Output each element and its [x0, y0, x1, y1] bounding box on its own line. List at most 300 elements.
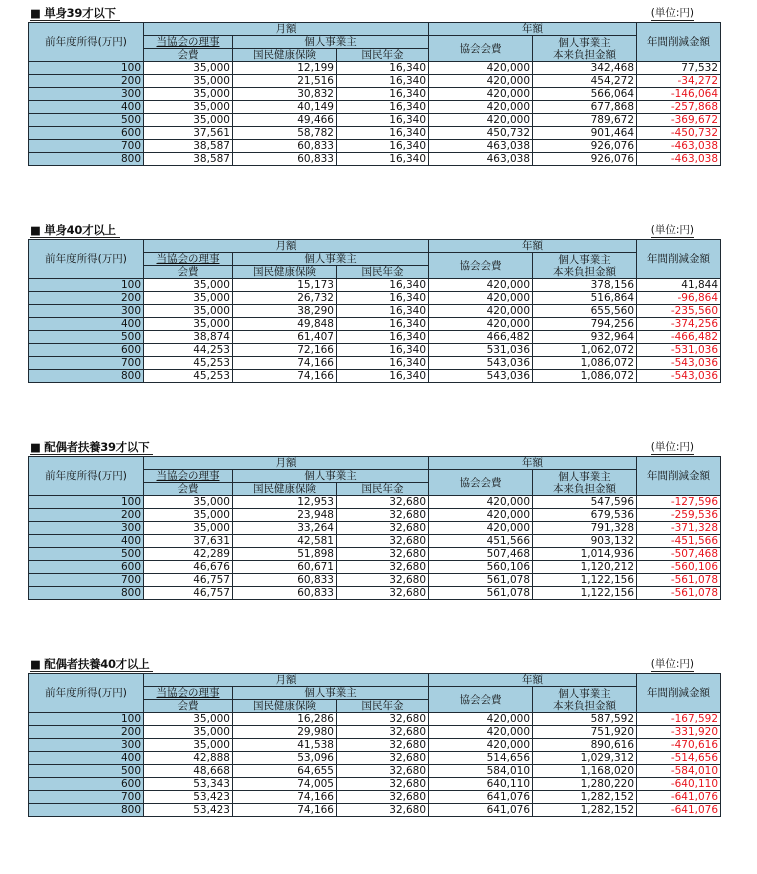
assoc-fee-cell: 38,587 — [144, 140, 233, 153]
burden-cell: 454,272 — [533, 75, 637, 88]
reduction-cell: -34,272 — [637, 75, 721, 88]
table-row — [29, 522, 721, 535]
table-body — [29, 713, 721, 817]
assoc-annual-cell: 420,000 — [429, 62, 533, 75]
income-cell: 100 — [29, 62, 144, 75]
assoc-fee-cell: 35,000 — [144, 713, 233, 726]
monthly-header: 月額 — [144, 240, 429, 253]
annual-header: 年額 — [429, 240, 637, 253]
pension-cell: 16,340 — [337, 153, 429, 166]
assoc-fee-cell: 48,668 — [144, 765, 233, 778]
pension-cell: 16,340 — [337, 292, 429, 305]
pension-cell: 32,680 — [337, 561, 429, 574]
self-employed-header: 個人事業主 — [233, 687, 429, 700]
income-cell: 500 — [29, 114, 144, 127]
table-row — [29, 739, 721, 752]
income-cell: 800 — [29, 153, 144, 166]
pension-cell: 32,680 — [337, 587, 429, 600]
assoc-fee-header-line2: 会費 — [144, 49, 233, 62]
pension-cell: 32,680 — [337, 496, 429, 509]
income-cell: 400 — [29, 101, 144, 114]
assoc-annual-cell: 420,000 — [429, 726, 533, 739]
health-insurance-header: 国民健康保険 — [233, 266, 337, 279]
table-row — [29, 331, 721, 344]
assoc-annual-cell: 531,036 — [429, 344, 533, 357]
assoc-fee-cell: 35,000 — [144, 305, 233, 318]
income-cell: 500 — [29, 331, 144, 344]
burden-cell: 794,256 — [533, 318, 637, 331]
assoc-annual-cell: 420,000 — [429, 509, 533, 522]
reduction-cell: -331,920 — [637, 726, 721, 739]
income-cell: 400 — [29, 752, 144, 765]
health-insurance-header: 国民健康保険 — [233, 483, 337, 496]
pension-cell: 16,340 — [337, 331, 429, 344]
assoc-fee-header-line1: 当協会の理事 — [144, 470, 233, 483]
assoc-fee-cell: 35,000 — [144, 292, 233, 305]
assoc-annual-cell: 420,000 — [429, 88, 533, 101]
reduction-cell: 77,532 — [637, 62, 721, 75]
income-cell: 500 — [29, 548, 144, 561]
assoc-annual-cell: 463,038 — [429, 153, 533, 166]
assoc-annual-cell: 420,000 — [429, 279, 533, 292]
income-cell: 500 — [29, 765, 144, 778]
table-header — [29, 457, 721, 496]
assoc-annual-cell: 543,036 — [429, 370, 533, 383]
pension-cell: 16,340 — [337, 305, 429, 318]
health-insurance-cell: 60,671 — [233, 561, 337, 574]
table-row — [29, 140, 721, 153]
burden-cell: 1,282,152 — [533, 804, 637, 817]
assoc-annual-header: 協会会費 — [429, 36, 533, 62]
pension-cell: 32,680 — [337, 509, 429, 522]
pension-cell: 32,680 — [337, 765, 429, 778]
assoc-fee-header-line1: 当協会の理事 — [144, 36, 233, 49]
income-cell: 200 — [29, 75, 144, 88]
income-cell: 800 — [29, 587, 144, 600]
table-row — [29, 574, 721, 587]
table-row — [29, 127, 721, 140]
burden-cell: 587,592 — [533, 713, 637, 726]
health-insurance-header: 国民健康保険 — [233, 700, 337, 713]
health-insurance-cell: 29,980 — [233, 726, 337, 739]
burden-cell: 926,076 — [533, 140, 637, 153]
pension-header: 国民年金 — [337, 266, 429, 279]
assoc-fee-cell: 35,000 — [144, 75, 233, 88]
assoc-fee-cell: 35,000 — [144, 114, 233, 127]
reduction-cell: -127,596 — [637, 496, 721, 509]
table-row — [29, 305, 721, 318]
unit-label: (単位:円) — [650, 224, 694, 236]
table-row — [29, 726, 721, 739]
pension-cell: 32,680 — [337, 548, 429, 561]
assoc-fee-cell: 53,423 — [144, 804, 233, 817]
health-insurance-cell: 74,166 — [233, 357, 337, 370]
assoc-annual-cell: 641,076 — [429, 804, 533, 817]
table-row — [29, 561, 721, 574]
burden-cell: 1,086,072 — [533, 370, 637, 383]
table-row — [29, 535, 721, 548]
assoc-fee-cell: 46,676 — [144, 561, 233, 574]
pension-header: 国民年金 — [337, 700, 429, 713]
table-row — [29, 587, 721, 600]
pension-cell: 32,680 — [337, 522, 429, 535]
fee-table-section — [28, 440, 719, 657]
reduction-cell: -369,672 — [637, 114, 721, 127]
reduction-cell: -560,106 — [637, 561, 721, 574]
table-header — [29, 240, 721, 279]
income-cell: 100 — [29, 279, 144, 292]
income-cell: 300 — [29, 88, 144, 101]
fee-table-section — [28, 223, 719, 440]
assoc-fee-cell: 38,874 — [144, 331, 233, 344]
income-cell: 700 — [29, 357, 144, 370]
burden-cell: 655,560 — [533, 305, 637, 318]
table-row — [29, 153, 721, 166]
assoc-fee-cell: 35,000 — [144, 726, 233, 739]
reduction-cell: -543,036 — [637, 357, 721, 370]
health-insurance-cell: 74,166 — [233, 791, 337, 804]
assoc-fee-cell: 53,343 — [144, 778, 233, 791]
table-body — [29, 62, 721, 166]
pension-cell: 16,340 — [337, 88, 429, 101]
table-row — [29, 804, 721, 817]
assoc-fee-cell: 35,000 — [144, 279, 233, 292]
table-row — [29, 791, 721, 804]
assoc-annual-cell: 420,000 — [429, 713, 533, 726]
income-cell: 300 — [29, 305, 144, 318]
burden-cell: 901,464 — [533, 127, 637, 140]
section-header — [28, 6, 700, 22]
reduction-header: 年間削減金額 — [637, 457, 721, 496]
health-insurance-cell: 21,516 — [233, 75, 337, 88]
table-row — [29, 318, 721, 331]
assoc-fee-cell: 37,561 — [144, 127, 233, 140]
pension-cell: 32,680 — [337, 739, 429, 752]
health-insurance-cell: 60,833 — [233, 574, 337, 587]
health-insurance-cell: 64,655 — [233, 765, 337, 778]
reduction-cell: 41,844 — [637, 279, 721, 292]
assoc-annual-cell: 451,566 — [429, 535, 533, 548]
assoc-fee-cell: 35,000 — [144, 496, 233, 509]
reduction-cell: -167,592 — [637, 713, 721, 726]
annual-header: 年額 — [429, 457, 637, 470]
health-insurance-cell: 16,286 — [233, 713, 337, 726]
income-cell: 800 — [29, 370, 144, 383]
section-header — [28, 223, 700, 239]
reduction-cell: -450,732 — [637, 127, 721, 140]
health-insurance-cell: 61,407 — [233, 331, 337, 344]
table-header — [29, 674, 721, 713]
assoc-fee-header-line2: 会費 — [144, 700, 233, 713]
assoc-fee-cell: 35,000 — [144, 318, 233, 331]
assoc-annual-cell: 420,000 — [429, 114, 533, 127]
assoc-annual-cell: 466,482 — [429, 331, 533, 344]
monthly-header: 月額 — [144, 23, 429, 36]
income-cell: 700 — [29, 791, 144, 804]
health-insurance-cell: 60,833 — [233, 140, 337, 153]
health-insurance-cell: 49,466 — [233, 114, 337, 127]
burden-cell: 547,596 — [533, 496, 637, 509]
assoc-fee-cell: 45,253 — [144, 370, 233, 383]
fee-table-section — [28, 657, 719, 874]
reduction-cell: -507,468 — [637, 548, 721, 561]
reduction-cell: -641,076 — [637, 804, 721, 817]
pension-cell: 16,340 — [337, 279, 429, 292]
income-header: 前年度所得(万円) — [29, 240, 144, 279]
section-title: ■ 配偶者扶養39才以下 — [30, 441, 153, 455]
income-cell: 300 — [29, 739, 144, 752]
burden-cell: 1,120,212 — [533, 561, 637, 574]
assoc-fee-cell: 38,587 — [144, 153, 233, 166]
assoc-annual-cell: 561,078 — [429, 587, 533, 600]
reduction-cell: -641,076 — [637, 791, 721, 804]
assoc-annual-header: 協会会費 — [429, 253, 533, 279]
table-body — [29, 496, 721, 600]
reduction-cell: -259,536 — [637, 509, 721, 522]
reduction-cell: -514,656 — [637, 752, 721, 765]
table-row — [29, 778, 721, 791]
assoc-fee-cell: 35,000 — [144, 509, 233, 522]
reduction-cell: -561,078 — [637, 574, 721, 587]
health-insurance-cell: 72,166 — [233, 344, 337, 357]
assoc-fee-cell: 46,757 — [144, 574, 233, 587]
pension-cell: 16,340 — [337, 140, 429, 153]
income-cell: 200 — [29, 509, 144, 522]
health-insurance-cell: 33,264 — [233, 522, 337, 535]
pension-header: 国民年金 — [337, 483, 429, 496]
reduction-cell: -96,864 — [637, 292, 721, 305]
health-insurance-cell: 41,538 — [233, 739, 337, 752]
reduction-cell: -146,064 — [637, 88, 721, 101]
section-header — [28, 657, 700, 673]
reduction-header: 年間削減金額 — [637, 23, 721, 62]
table-row — [29, 101, 721, 114]
table-row — [29, 344, 721, 357]
burden-cell: 677,868 — [533, 101, 637, 114]
burden-cell: 1,029,312 — [533, 752, 637, 765]
burden-header: 個人事業主 本来負担金額 — [533, 470, 637, 496]
assoc-annual-header: 協会会費 — [429, 687, 533, 713]
section-title: ■ 単身39才以下 — [30, 7, 120, 21]
table-row — [29, 114, 721, 127]
self-employed-header: 個人事業主 — [233, 470, 429, 483]
assoc-fee-cell: 53,423 — [144, 791, 233, 804]
assoc-annual-cell: 420,000 — [429, 305, 533, 318]
table-row — [29, 279, 721, 292]
income-cell: 200 — [29, 292, 144, 305]
health-insurance-cell: 49,848 — [233, 318, 337, 331]
burden-cell: 751,920 — [533, 726, 637, 739]
health-insurance-cell: 12,953 — [233, 496, 337, 509]
income-cell: 700 — [29, 140, 144, 153]
fee-table-section — [28, 6, 719, 223]
pension-cell: 32,680 — [337, 535, 429, 548]
assoc-annual-cell: 561,078 — [429, 574, 533, 587]
health-insurance-cell: 30,832 — [233, 88, 337, 101]
health-insurance-cell: 74,166 — [233, 804, 337, 817]
pension-header: 国民年金 — [337, 49, 429, 62]
section-header — [28, 440, 700, 456]
unit-label: (単位:円) — [650, 441, 694, 453]
assoc-fee-cell: 35,000 — [144, 101, 233, 114]
section-title: ■ 配偶者扶養40才以上 — [30, 658, 153, 672]
table-row — [29, 509, 721, 522]
health-insurance-cell: 58,782 — [233, 127, 337, 140]
reduction-cell: -543,036 — [637, 370, 721, 383]
health-insurance-cell: 15,173 — [233, 279, 337, 292]
burden-cell: 890,616 — [533, 739, 637, 752]
health-insurance-cell: 60,833 — [233, 587, 337, 600]
reduction-cell: -470,616 — [637, 739, 721, 752]
burden-header: 個人事業主 本来負担金額 — [533, 253, 637, 279]
burden-cell: 789,672 — [533, 114, 637, 127]
unit-label: (単位:円) — [650, 7, 694, 19]
reduction-cell: -640,110 — [637, 778, 721, 791]
assoc-fee-cell: 35,000 — [144, 739, 233, 752]
pension-cell: 32,680 — [337, 574, 429, 587]
assoc-fee-cell: 46,757 — [144, 587, 233, 600]
assoc-fee-cell: 45,253 — [144, 357, 233, 370]
burden-cell: 378,156 — [533, 279, 637, 292]
burden-cell: 791,328 — [533, 522, 637, 535]
pension-cell: 32,680 — [337, 752, 429, 765]
assoc-annual-cell: 450,732 — [429, 127, 533, 140]
assoc-annual-cell: 420,000 — [429, 75, 533, 88]
pension-cell: 16,340 — [337, 101, 429, 114]
assoc-fee-cell: 35,000 — [144, 522, 233, 535]
income-header: 前年度所得(万円) — [29, 23, 144, 62]
reduction-cell: -463,038 — [637, 140, 721, 153]
income-cell: 700 — [29, 574, 144, 587]
health-insurance-cell: 42,581 — [233, 535, 337, 548]
assoc-fee-cell: 42,888 — [144, 752, 233, 765]
assoc-annual-cell: 543,036 — [429, 357, 533, 370]
reduction-cell: -371,328 — [637, 522, 721, 535]
assoc-annual-cell: 463,038 — [429, 140, 533, 153]
table-row — [29, 62, 721, 75]
burden-cell: 1,122,156 — [533, 587, 637, 600]
burden-cell: 926,076 — [533, 153, 637, 166]
assoc-annual-cell: 420,000 — [429, 522, 533, 535]
table-row — [29, 88, 721, 101]
burden-cell: 566,064 — [533, 88, 637, 101]
table-header — [29, 23, 721, 62]
reduction-header: 年間削減金額 — [637, 240, 721, 279]
burden-cell: 342,468 — [533, 62, 637, 75]
table-row — [29, 357, 721, 370]
health-insurance-header: 国民健康保険 — [233, 49, 337, 62]
health-insurance-cell: 74,005 — [233, 778, 337, 791]
burden-cell: 516,864 — [533, 292, 637, 305]
burden-cell: 1,280,220 — [533, 778, 637, 791]
pension-cell: 16,340 — [337, 127, 429, 140]
pension-cell: 32,680 — [337, 778, 429, 791]
section-title: ■ 単身40才以上 — [30, 224, 120, 238]
assoc-annual-cell: 514,656 — [429, 752, 533, 765]
burden-cell: 679,536 — [533, 509, 637, 522]
income-cell: 100 — [29, 496, 144, 509]
fee-table — [28, 239, 721, 383]
income-cell: 800 — [29, 804, 144, 817]
burden-cell: 1,122,156 — [533, 574, 637, 587]
burden-cell: 932,964 — [533, 331, 637, 344]
health-insurance-cell: 60,833 — [233, 153, 337, 166]
burden-header: 個人事業主 本来負担金額 — [533, 36, 637, 62]
burden-cell: 1,282,152 — [533, 791, 637, 804]
assoc-annual-cell: 640,110 — [429, 778, 533, 791]
monthly-header: 月額 — [144, 674, 429, 687]
table-body — [29, 279, 721, 383]
income-cell: 600 — [29, 778, 144, 791]
assoc-annual-cell: 420,000 — [429, 318, 533, 331]
table-row — [29, 75, 721, 88]
table-row — [29, 548, 721, 561]
health-insurance-cell: 51,898 — [233, 548, 337, 561]
table-row — [29, 292, 721, 305]
burden-cell: 903,132 — [533, 535, 637, 548]
table-row — [29, 752, 721, 765]
table-row — [29, 765, 721, 778]
pension-cell: 32,680 — [337, 791, 429, 804]
reduction-cell: -531,036 — [637, 344, 721, 357]
health-insurance-cell: 38,290 — [233, 305, 337, 318]
income-cell: 100 — [29, 713, 144, 726]
assoc-annual-header: 協会会費 — [429, 470, 533, 496]
unit-label: (単位:円) — [650, 658, 694, 670]
health-insurance-cell: 74,166 — [233, 370, 337, 383]
reduction-cell: -466,482 — [637, 331, 721, 344]
reduction-cell: -235,560 — [637, 305, 721, 318]
income-cell: 600 — [29, 127, 144, 140]
health-insurance-cell: 26,732 — [233, 292, 337, 305]
monthly-header: 月額 — [144, 457, 429, 470]
pension-cell: 16,340 — [337, 114, 429, 127]
health-insurance-cell: 40,149 — [233, 101, 337, 114]
fee-table — [28, 22, 721, 166]
pension-cell: 16,340 — [337, 344, 429, 357]
assoc-fee-header-line1: 当協会の理事 — [144, 253, 233, 266]
pension-cell: 16,340 — [337, 62, 429, 75]
assoc-annual-cell: 641,076 — [429, 791, 533, 804]
self-employed-header: 個人事業主 — [233, 253, 429, 266]
assoc-fee-cell: 44,253 — [144, 344, 233, 357]
assoc-annual-cell: 420,000 — [429, 292, 533, 305]
annual-header: 年額 — [429, 23, 637, 36]
table-row — [29, 496, 721, 509]
income-cell: 600 — [29, 344, 144, 357]
burden-cell: 1,014,936 — [533, 548, 637, 561]
pension-cell: 16,340 — [337, 370, 429, 383]
reduction-cell: -561,078 — [637, 587, 721, 600]
table-row — [29, 370, 721, 383]
assoc-annual-cell: 507,468 — [429, 548, 533, 561]
health-insurance-cell: 23,948 — [233, 509, 337, 522]
pension-cell: 32,680 — [337, 713, 429, 726]
annual-header: 年額 — [429, 674, 637, 687]
income-header: 前年度所得(万円) — [29, 457, 144, 496]
document — [28, 6, 719, 874]
income-cell: 300 — [29, 522, 144, 535]
reduction-cell: -257,868 — [637, 101, 721, 114]
burden-cell: 1,062,072 — [533, 344, 637, 357]
reduction-cell: -374,256 — [637, 318, 721, 331]
burden-header: 個人事業主 本来負担金額 — [533, 687, 637, 713]
reduction-cell: -584,010 — [637, 765, 721, 778]
fee-table — [28, 673, 721, 817]
health-insurance-cell: 53,096 — [233, 752, 337, 765]
reduction-cell: -463,038 — [637, 153, 721, 166]
pension-cell: 32,680 — [337, 726, 429, 739]
